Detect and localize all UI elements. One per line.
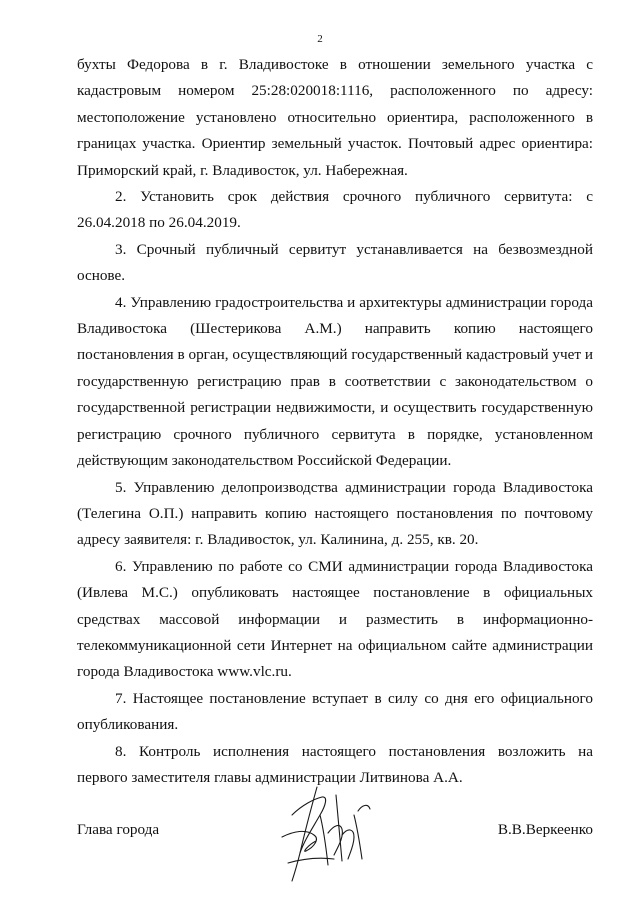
- signatory-name: В.В.Веркеенко: [497, 821, 593, 838]
- paragraph-item-6: 6. Управлению по работе со СМИ администрации города Владивостока (Ивлева М.С.) опубликовать настоящее постановление в официальных средствах массовой информации и разместить в информационно-телекоммуникационной сети Интернет на официальном сайте администрации города Владивостока www.vlc.ru.: [77, 557, 593, 681]
- paragraph-item-4: 4. Управлению градостроительства и архитектуры администрации города Владивостока (Шестерикова А.М.) направить копию настоящего постановления в орган, осуществляющий государственный кадастровый учет и государственную регистрацию прав в соответствии с законодательством о государственной регистрации недвижимости, и осуществить государственную регистрацию срочного публичного сервитута в порядке, установленном действующим законодательством Российской Федерации.: [77, 293, 593, 470]
- paragraph-item-2: 2. Установить срок действия срочного публичного сервитута: с 26.04.2018 по 26.04.2019.: [77, 188, 593, 232]
- signatory-title: Глава города: [77, 821, 160, 838]
- paragraph-item-7: 7. Настоящее постановление вступает в силу со дня его официального опубликования.: [77, 689, 593, 734]
- page-number: 2: [317, 33, 323, 45]
- paragraph-item-8: 8. Контроль исполнения настоящего постановления возложить на первого заместителя главы администрации Литвинова А.А.: [77, 742, 593, 786]
- handwritten-signature: [262, 775, 387, 885]
- document-body: [77, 52, 593, 791]
- paragraph-item-5: 5. Управлению делопроизводства администрации города Владивостока (Телегина О.П.) направить копию настоящего постановления по почтовому адресу заявителя: г. Владивосток, ул. Калинина, д. 255, кв. 20.: [77, 478, 593, 549]
- paragraph-item-3: 3. Срочный публичный сервитут устанавливается на безвозмездной основе.: [77, 240, 593, 285]
- paragraph-continuation: бухты Федорова в г. Владивостоке в отношении земельного участка с кадастровым номером 25:28:020018:1116, расположенного по адресу: местоположение установлено относительно ориентира, расположенного в границах участка. Ориентир земельный участок. Почтовый адрес ориентира: Приморский край, г. Владивосток, ул. Набережная.: [77, 56, 593, 179]
